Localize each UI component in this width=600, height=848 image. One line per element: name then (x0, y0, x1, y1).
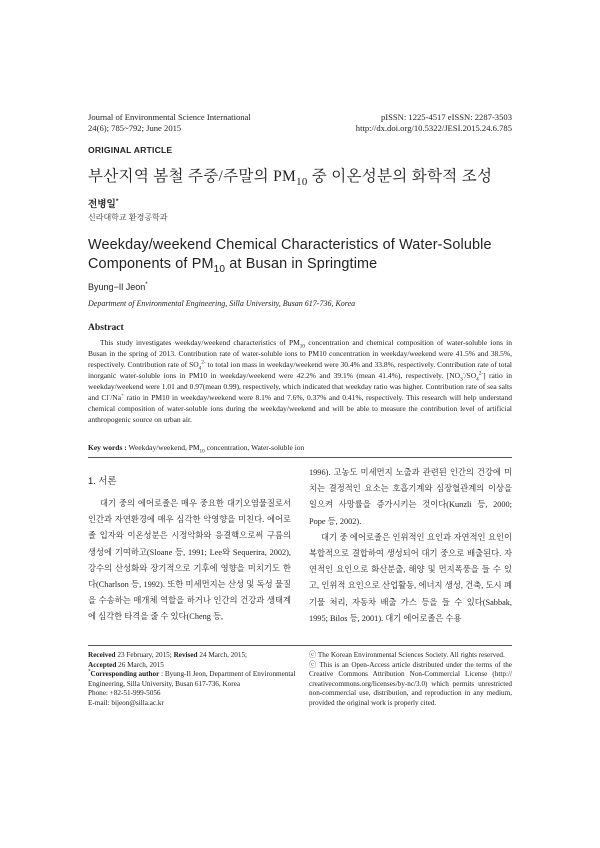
body-paragraph: 대기 중 에어로졸은 인위적인 요인과 자연적인 요인이 복합적으로 결합하여 생성되어 대기 중으로 배출된다. 자연적인 요인으로 화산분출, 해양 및 먼지폭풍을 들 수 있고, 인위적 요인으로 산업활동, 에너지 생성, 건축, 도시 폐기물 처리, 자동차 배출 가스 등을 들 수 있다(Sabbak, 1995; Bilos 등, 2001). 대기 에어로졸은 수용 (309, 532, 512, 623)
phone: Phone: +82-51-999-5056 (88, 689, 161, 698)
received-date: Received 23 February, 2015; Revised 24 March, 2015; (88, 651, 248, 659)
body-column-right (309, 465, 512, 627)
author-english: Byung−Il Jeon* (88, 281, 148, 292)
issn: pISSN: 1225-4517 eISSN: 2287-3503 (380, 112, 512, 122)
body-column-left: 대기 중의 에어로졸은 매우 중요한 대기오염물질로서 인간과 자연환경에 매우 심각한 악영향을 미친다. 에어로졸 입자와 이온성분은 시정악화와 응결핵으로써 구름의 생성에 기여하고(Sloane 등, 1991; Lee와 Sequerira, 2002), 강수의 산성화와 장기적으로 기후에 영향을 미치기도 한다(Charlson 등, 1992). 또한 미세먼지는 산성 및 독성 물질을 수송하는 매개체 역할을 하거나 인간의 건강과 생태계에 심각한 타격을 줄 수 있다(Cheng 등, (88, 499, 291, 622)
keywords: Key words : Weekday/weekend, $PM_{10}$ concentration, Water-soluble ion (88, 443, 305, 455)
journal-name: Journal of Environmental Science International (88, 112, 251, 122)
doi-link[interactable]: http://dx.doi.org/10.5322/JESI.2015.24.6.785 (355, 123, 512, 133)
article-history (88, 651, 296, 709)
abstract-body: This study investigates weekday/weekend characteristics of $PM_{10}$ concentration and chemical composition of water-soluble ions in Busan in the spring of 2013. Contribution rate of water-soluble ions to PM10 concentration in weekday/weekend were 41.5% and 38.5%, respectively. Contribution rate of $SO_4^{2-}$ to total ion mass in weekday/weekend were 30.4% and 33.8%, respectively. Contribution rate of total inorganic water-soluble ions in PM10 in weekday/weekend were 42.2% and 39.1% (mean 41.4%), respectively. $[NO_3^-/SO_4^{2-}]$ ratio in weekday/weekend were 1.01 and 0.97(mean 0.99), respectively, which indicated that weekday ratio was higher. Contribution rate of sea salts and Cl-/Na+ ratio in PM10 in weekday/weekend were 8.1% and 7.6%, 0.37% and 0.41%, respectively. This research will help understand chemical composition of water-soluble ions during the weekday/weekend and will be able to measure the contribution level of artificial anthropogenic source on urban air. (88, 338, 513, 424)
author-korean: 전병일* (88, 197, 119, 210)
article-type: ORIGINAL ARTICLE (88, 145, 173, 155)
affiliation-korean: 신라대학교 환경공학과 (88, 213, 168, 222)
copyright-notice (309, 651, 512, 709)
title-english: Weekday/weekend Chemical Characteristics of Water-Soluble Components of $PM_{10}$ at Busan in Springtime (88, 237, 492, 275)
journal-header-right (356, 112, 512, 134)
affiliation-english: Department of Environmental Engineering, Silla University, Busan 617-736, Korea (88, 299, 356, 308)
journal-header-left (88, 112, 251, 134)
email-link[interactable]: E-mail: bijeon@silla.ac.kr (88, 698, 164, 707)
footer-divider (88, 645, 512, 646)
journal-volume: 24(6); 785~792; June 2015 (88, 123, 182, 133)
accepted-date: Accepted 26 March, 2015 (88, 660, 164, 669)
title-korean: 부산지역 봄철 주중/주말의 $PM_{10}$ 중 이온성분의 화학적 조성 (88, 168, 493, 189)
license: ⓒ This is an Open-Access article distributed under the terms of the Creative Commons Attribution Non-Commercial License (http:// creativecommons.org/licenses/by-nc/3.0) which permits unrestricted non-commercial use, distribution, and reproduction in any medium, provided the original work is properly cited. (309, 660, 512, 707)
body-paragraph: 1996). 고농도 미세먼지 노출과 관련된 인간의 건강에 미치는 결정적인 요소는 호흡기계와 심장혈관계의 이상을 일으켜 사망률을 증가시키는 것이다(Kunzli 등, 2000; Pope 등, 2002). (309, 468, 512, 526)
corresponding-author: *Corresponding author : Byung-Il Jeon, Department of Environmental Engineering, Silla University, Busan 617-736, Korea (88, 669, 296, 688)
copyright: ⓒ The Korean Environmental Sciences Society. All rights reserved. (309, 651, 505, 659)
divider (88, 457, 512, 458)
abstract-heading: Abstract (88, 322, 124, 333)
section-heading: 1. 서론 (88, 475, 117, 486)
